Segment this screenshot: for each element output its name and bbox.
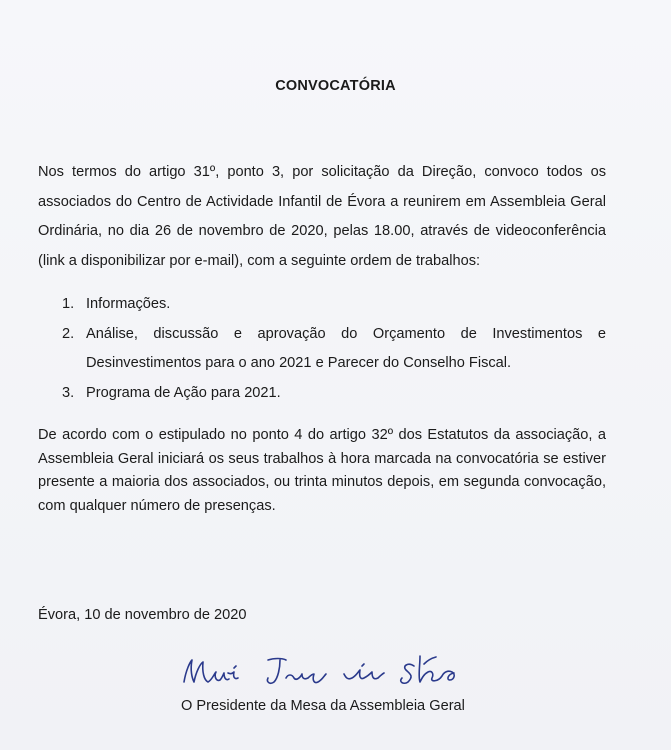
handwritten-signature [176, 648, 476, 692]
quorum-paragraph: De acordo com o estipulado no ponto 4 do artigo 32º dos Estatutos da associação, a Assembleia Geral iniciará os seus trabalhos à hora marcada na convocatória se estiver presente a maioria dos associados, ou trinta minutos depois, em segunda convocação, com qualquer número de presenças. [38, 427, 606, 514]
intro-paragraph: Nos termos do artigo 31º, ponto 3, por solicitação da Direção, convoco todos os associados do Centro de Actividade Infantil de Évora a reunirem em Assembleia Geral Ordinária, no dia 26 de novembro de 2020, pelas 18.00, através de videoconferência (link a disponibilizar por e-mail), com a seguinte ordem de trabalhos: [38, 164, 606, 269]
agenda-item-number: 1. [62, 296, 75, 312]
agenda-item-text: Programa de Ação para 2021. [86, 384, 281, 401]
agenda-item-number: 2. [62, 325, 75, 342]
agenda-item-text: Informações. [86, 296, 171, 312]
place-date: Évora, 10 de novembro de 2020 [38, 607, 247, 623]
document-title: CONVOCATÓRIA [275, 78, 396, 94]
signer-title: O Presidente da Mesa da Assembleia Geral [181, 698, 465, 714]
agenda-item [62, 290, 606, 320]
agenda-list [62, 290, 606, 408]
agenda-item-text: Análise, discussão e aprovação do Orçamento de Investimentos e Desinvestimentos para o ano 2021 e Parecer do Conselho Fiscal. [86, 325, 606, 371]
agenda-item [62, 379, 606, 409]
agenda-item-number: 3. [62, 384, 75, 401]
agenda-item [62, 320, 606, 379]
